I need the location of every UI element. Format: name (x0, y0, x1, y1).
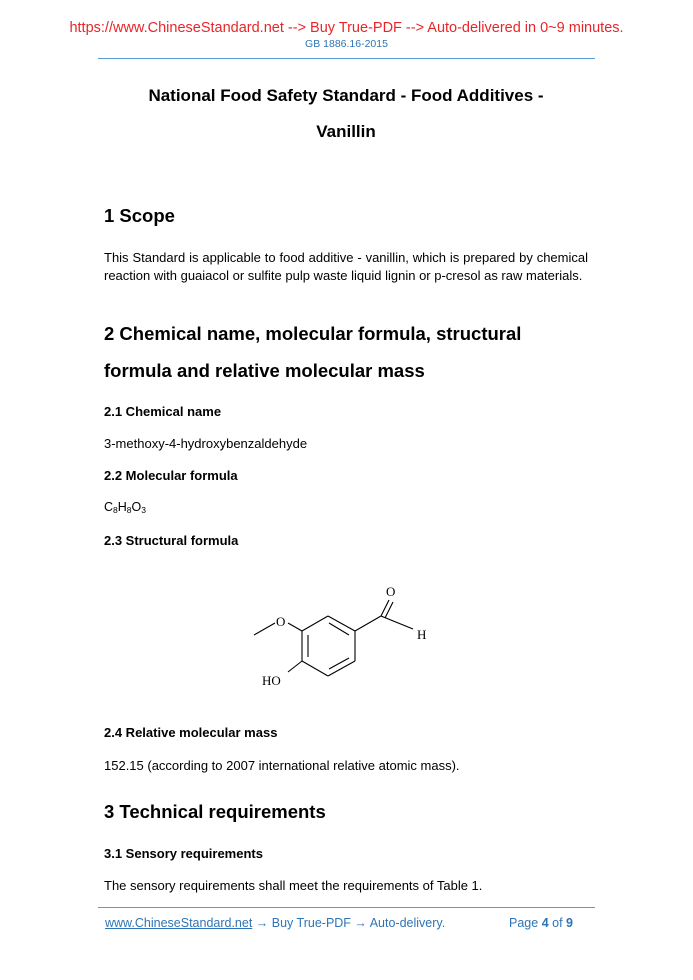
chemical-name: 3-methoxy-4-hydroxybenzaldehyde (104, 436, 308, 451)
formula-h-count: 8 (126, 505, 132, 515)
aldehyde-h-bond (381, 616, 413, 629)
section-1-heading: 1 Scope (104, 205, 175, 226)
document-title (104, 78, 588, 150)
aldehyde-bond (355, 616, 381, 631)
formula-c-count: 8 (113, 505, 118, 515)
sensory-body: The sensory requirements shall meet the requirements of Table 1. (104, 878, 483, 893)
section-2-heading (104, 315, 588, 389)
ring-bond-6 (302, 616, 328, 631)
section-2-1-heading: 2.1 Chemical name (104, 404, 222, 419)
methoxy-o-bond (288, 623, 302, 631)
ring-double-1 (329, 623, 349, 635)
section-3-1-heading: 3.1 Sensory requirements (104, 846, 263, 861)
footer-tail: → Buy True-PDF → Auto-delivery. (252, 916, 446, 930)
page-number (509, 916, 573, 930)
section-2-4-heading: 2.4 Relative molecular mass (104, 725, 278, 740)
molecular-formula (104, 500, 146, 515)
methoxy-c-bond (254, 623, 275, 635)
page-current: 4 (541, 916, 549, 930)
section-2-2-heading: 2.2 Molecular formula (104, 468, 238, 483)
header-rule (98, 58, 595, 59)
title-line-2: Vanillin (316, 122, 376, 141)
footer-link[interactable]: www.ChineseStandard.net (105, 916, 253, 930)
footer-rule (98, 907, 595, 908)
ring-bond-1 (328, 616, 355, 631)
footer-left (105, 916, 445, 930)
vanillin-structure (240, 580, 440, 690)
formula-c: C (104, 500, 114, 514)
formula-h: H (117, 500, 127, 514)
page-total: 9 (566, 916, 573, 930)
formula-o-count: 3 (141, 505, 146, 515)
atom-h: H (417, 627, 427, 642)
title-line-1: National Food Safety Standard - Food Additives - (148, 86, 544, 105)
section-2-heading-line-1: 2 Chemical name, molecular formula, structural (104, 323, 522, 344)
standard-code: GB 1886.16-2015 (305, 38, 388, 50)
formula-o: O (131, 500, 142, 514)
section-3-heading: 3 Technical requirements (104, 801, 326, 822)
section-2-3-heading: 2.3 Structural formula (104, 533, 239, 548)
ring-bond-4 (302, 661, 328, 676)
ring-double-2 (329, 658, 349, 669)
atom-o-methoxy: O (276, 614, 286, 629)
section-2-heading-line-2: formula and relative molecular mass (104, 360, 425, 381)
page-of: of (552, 916, 563, 930)
page-label: Page (509, 916, 539, 930)
molecular-mass: 152.15 (according to 2007 international relative atomic mass). (104, 758, 460, 773)
top-banner[interactable]: https://www.ChineseStandard.net --> Buy True-PDF --> Auto-delivered in 0~9 minutes. (69, 20, 624, 36)
section-1-body: This Standard is applicable to food additive - vanillin, which is prepared by chemical reaction with guaiacol or sulfite pulp waste liquid lignin or p-cresol as raw materials. (104, 250, 588, 283)
ring-bond-3 (328, 661, 355, 676)
atom-o-carbonyl: O (386, 584, 396, 599)
hydroxyl-bond (288, 661, 302, 672)
atom-ho: HO (262, 673, 281, 688)
